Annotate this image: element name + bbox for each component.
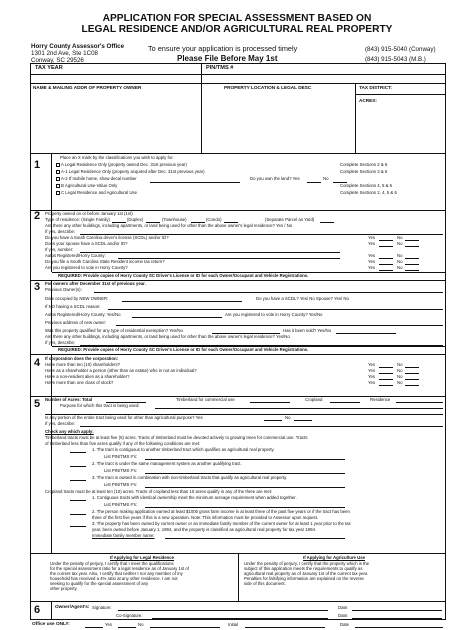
s1-a-sections: Complete Sections 2 & 6 (340, 162, 388, 167)
s2-no-3: No (397, 253, 403, 258)
s2-separate-parcel: (Separate Parcel as Yard) (265, 217, 315, 222)
s5-describe: If yes, describe: (45, 421, 76, 426)
s2-autos: Autos Registered/Horry County: (45, 253, 106, 258)
s1-own-land-q: Do you own the land? Yes (250, 176, 300, 181)
s1-option-a: A Legal Residence Only (property owned Dec. 31st previous year) (61, 162, 187, 167)
pin-label: PIN/TMS # (206, 65, 234, 71)
phone-conway: (843) 915-5040 (Conway) (365, 46, 436, 53)
office-use-initial: Initial (228, 622, 239, 627)
s2-no-2: No (397, 241, 403, 246)
s2-yes-5: Yes (368, 265, 376, 270)
s5-timberland-rule: Timberland tracts must be at least five (5) acres. Tracts of timberland must be devoted actively to growing trees for commercial use. Tracts (45, 435, 308, 440)
s4-yes-1: Yes (368, 362, 376, 367)
cosignature-field[interactable] (152, 618, 328, 619)
signature-date-field[interactable] (352, 610, 442, 611)
s4-yes-4: Yes (368, 380, 376, 385)
s1-option-b: B Agricultural Use-Value Only (61, 183, 118, 188)
office-use-yes: Yes (105, 622, 113, 627)
s2-vote-q: Are you registered to vote in Horry County? (45, 265, 128, 270)
legal-text-1: Under the penalty of perjury, I certify that I meet the qualifications (50, 561, 174, 566)
process-notice: To ensure your application is processed timely (148, 44, 298, 53)
s3-no-scdl-reason: If NO having a SCDL reason: (45, 304, 101, 309)
s5-purpose: Purpose for which this tract is being used: (60, 403, 140, 408)
s2-other-buildings: Are there any other buildings, including apartments, or land being used for other than the above owner's legal residence? Yes / No (45, 223, 293, 228)
office-use-date: Date (340, 622, 350, 627)
legal-text-5: seeking to qualify for the special assessment of any (50, 581, 149, 586)
section-4-number: 4 (34, 357, 41, 369)
s1-a1-sections: Complete Sections 3 & 6 (340, 169, 388, 174)
s5-crop-3: 3. The property has been owned by current owner or an immediate family member of the current owner for at least 1 year prior to the tax (92, 521, 351, 526)
s3-sold-q: Has it been sold? Yes/No (283, 328, 332, 333)
s1-c-sections: Complete Sections 2, 4, 5 & 6 (340, 190, 397, 195)
cosignature-date-field[interactable] (352, 618, 442, 619)
s2-state-tax-q: Do you file a South Carolina State Resident income tax return? (45, 259, 165, 264)
s2-describe: If yes, describe: (45, 229, 76, 234)
agri-text-5: side of this document. (244, 581, 286, 586)
s1-option-c: C Legal Residence and Agricultural Use (61, 190, 137, 195)
s5-timberland-cond: of timberland less than five acres qualify if any of the following conditions are met: (45, 441, 201, 446)
s1-option-a2: A-2 If mobile home, show decal number (61, 176, 137, 181)
s5-timber-3-list: List PIN/TMS #'s: (104, 482, 138, 487)
s5-timber-1: 1. The tract is contiguous to another timberland tract which qualifies as agricultural real property. (92, 447, 275, 452)
s1-b-sections: Complete Sections 4, 5 & 6 (340, 183, 393, 188)
s6-signature-label: Signature: (92, 605, 112, 610)
s3-exemption-q: Was this property qualified for any type of residential exemption? Yes/No (45, 328, 183, 333)
s1-option-a1: A-1 Legal Residence Only (property acquired after Dec. 31st previous year) (61, 169, 205, 174)
legal-text-3: the current tax year. Also, I certify that neither I nor any member of my (50, 571, 183, 576)
s3-previous-address: Previous address of new owner: (45, 320, 107, 325)
s2-no-4: No (397, 259, 403, 264)
s5-other-use-q: Is any portion of the entire tract being used for other than agricultural purpose? Yes (45, 415, 203, 420)
s5-crop-1-list: List PIN/TMS #'s: (104, 502, 138, 507)
legal-text-6: other property. (50, 586, 78, 591)
s3-autos: Autos Registered/Horry County: Yes/No (45, 312, 121, 317)
s5-timber-1-list: List PIN/TMS #'s: (104, 454, 138, 459)
s2-number: If yes, number: (45, 247, 74, 252)
office-name: Horry County Assessor's Office (31, 43, 125, 50)
s2-yes-1: Yes (368, 235, 376, 240)
s5-timberland: Timberland for commercial use (176, 397, 235, 402)
signature-field[interactable] (118, 610, 328, 611)
s1-own-land-no: No (323, 176, 329, 181)
s6-owners-label: Owner/Agent's: (55, 604, 90, 609)
agri-text-2: subject of this application meets the requirements to qualify as (244, 566, 363, 571)
s2-yes-4: Yes (368, 259, 376, 264)
s2-owned-before: Property owned on or before January 1st (1st) (45, 211, 133, 216)
checkbox-c[interactable] (56, 191, 60, 195)
s5-check-apply: Check any which apply: (45, 429, 94, 434)
legal-text-2: for the special assessment ratio for a legal residence as of January 1st of (50, 566, 190, 571)
decal-number-field[interactable] (150, 182, 240, 183)
s1-intro: Place an X mark by the classifications you wish to apply for: (60, 155, 174, 160)
s5-crop-2: 2. The person making application earned at least $1000 gross farm income in at least three of the past five years or if the tract has been (92, 509, 350, 514)
legal-residence-heading: If Applying for Legal Residence (110, 555, 175, 560)
s5-family-member: Immediate family member name: (92, 533, 155, 538)
agri-use-heading: If Applying for Agriculture Use (303, 555, 365, 560)
office-use-no: No (138, 622, 144, 627)
s2-condo: (Condo) (206, 217, 222, 222)
section-1-number: 1 (34, 159, 41, 171)
s4-stock-q: Have more than one class of stock? (45, 380, 114, 385)
agri-text-4: Penalties for falsifying information are explained on the reverse (244, 576, 364, 581)
s2-yes-3: Yes (368, 253, 376, 258)
s4-no-1: No (397, 362, 403, 367)
s3-required-note: REQUIRED: Provide copies of Horry County SC Driver's License or ID for each Owner/Occupant and Vehicle Registrations. (58, 347, 309, 352)
section-6-number: 6 (34, 604, 41, 616)
s2-residence-type: Type of residence: (Single Family) (45, 217, 110, 222)
agri-text-1: Under the penalty of perjury, I certify that the property which is the (244, 561, 370, 566)
form-title-line2: LEGAL RESIDENCE AND/OR AGRICULTURAL REAL PROPERTY (81, 24, 393, 35)
s3-header: For owners after December 31st of previous year. (45, 281, 146, 286)
section-5-number: 5 (34, 398, 41, 410)
s4-alien-q: Have a non-resident alien as a shareholder? (45, 374, 130, 379)
filing-deadline: Please File Before May 1st (177, 54, 278, 63)
s3-scdl-q: Do you have a SCDL? Yes/ No Spouse? Yes/ No (256, 296, 349, 301)
s4-corp-header: If corporation does the corporation: (45, 356, 119, 361)
property-location-field[interactable] (204, 93, 352, 151)
section-2-number: 2 (34, 210, 41, 222)
s5-acres-total: Number of Acres: Total (45, 397, 93, 402)
s2-required-note: REQUIRED: Provide copies of Horry County SC Driver's License or ID for each Owner/Occupant and Vehicle Registrations. (58, 273, 309, 278)
s5-residence: Residence (370, 397, 391, 402)
s5-cropland-rule: Cropland tracts must be at least ten (10) acres. Tracts of cropland less than 10 acres qualify in any of the three are met: (45, 489, 273, 494)
s5-crop-1: 1. Contiguous tracts with identical ownership meet the minimum acreage requirement when added together. (92, 495, 297, 500)
s2-spouse-scdl-q: Does your spouse have a SCDL and/or ID? (45, 241, 128, 246)
s2-scdl-q: Do you have a South Carolina driver's license (SCDL) and/or ID? (45, 235, 169, 240)
s4-yes-3: Yes (368, 374, 376, 379)
legal-text-4: household has received a 4% ratio at any other residence. I am not (50, 576, 178, 581)
checkbox-a[interactable] (56, 163, 60, 167)
checkbox-a2[interactable] (56, 177, 60, 181)
s5-timber-3: 3. The tract is owned in combination with non-timberland tracts that qualify as agricultural real property. (92, 475, 288, 480)
s3-vote-q: Are you registered to vote in Horry County? Yes/No (225, 312, 323, 317)
s3-previous-owners: Previous Owner(s): (45, 287, 82, 292)
s3-date-occupied: Date occupied by NEW OWNER: (45, 296, 109, 301)
acres-label: ACRES: (359, 98, 377, 103)
s4-shareholders-q: Have more than ten (10) shareholders? (45, 362, 120, 367)
location-label: PROPERTY LOCATION & LEGAL DESC (224, 85, 312, 90)
s4-non-individual-q: Have as a shareholder a person (other than an estate) who in not an individual? (45, 368, 197, 373)
s4-no-2: No (397, 368, 403, 373)
s6-cosignature-label: Co-Signature: (116, 613, 143, 618)
s4-no-4: No (397, 380, 403, 385)
checkbox-b[interactable] (56, 184, 60, 188)
s2-duplex: (Duplex) (127, 217, 144, 222)
office-address-1: 1301 2nd Ave, Ste 1C08 (31, 50, 98, 57)
s2-townhouse: (Townhouse) (162, 217, 187, 222)
s5-crop-3-cont: year, been owned before January 1, 1994, and the property is classified as agricultural real property for tax year 1994. (92, 527, 317, 532)
s3-other-buildings: Are there any other buildings, including apartments, or land being used for other than the above owner's legal residence? Yes/No (45, 334, 290, 339)
s6-date-label-2: Date: (338, 613, 349, 618)
tax-district-label: TAX DISTRICT: (359, 85, 392, 90)
agri-text-3: agricultural real property as of January 1st of the current tax year. (244, 571, 369, 576)
s2-no-1: No (397, 235, 403, 240)
tax-year-label: TAX YEAR (35, 65, 63, 71)
section-3-number: 3 (34, 281, 41, 293)
form-title-line1: APPLICATION FOR SPECIAL ASSESSMENT BASED ON (102, 13, 372, 24)
s4-yes-2: Yes (368, 368, 376, 373)
s4-no-3: No (397, 374, 403, 379)
phone-mb: (843) 915-5043 (M.B.) (365, 56, 426, 63)
s5-other-use-no: No (285, 415, 291, 420)
office-address-2: Conway, SC 29526 (31, 57, 84, 64)
s3-describe: If yes, describe: (45, 340, 76, 345)
s5-crop-2-cont: three of the first five years if this is a new operation. Note: This information must be provided to Assessor upon request. (92, 515, 319, 520)
s5-timber-2: 2. The tract is under the same management system as another qualifying tract. (92, 461, 242, 466)
s5-cropland: Cropland (305, 397, 323, 402)
s2-yes-2: Yes (368, 241, 376, 246)
office-use-label: Office use ONLY: (32, 621, 70, 626)
s5-timber-2-list: List PIN/TMS #'s: (104, 468, 138, 473)
owner-label: NAME & MAILING ADDR OF PROPERTY OWNER (33, 85, 142, 90)
s2-no-5: No (397, 265, 403, 270)
checkbox-a1[interactable] (56, 170, 60, 174)
owner-address-field[interactable] (32, 93, 198, 151)
s6-date-label-1: Date: (338, 605, 349, 610)
